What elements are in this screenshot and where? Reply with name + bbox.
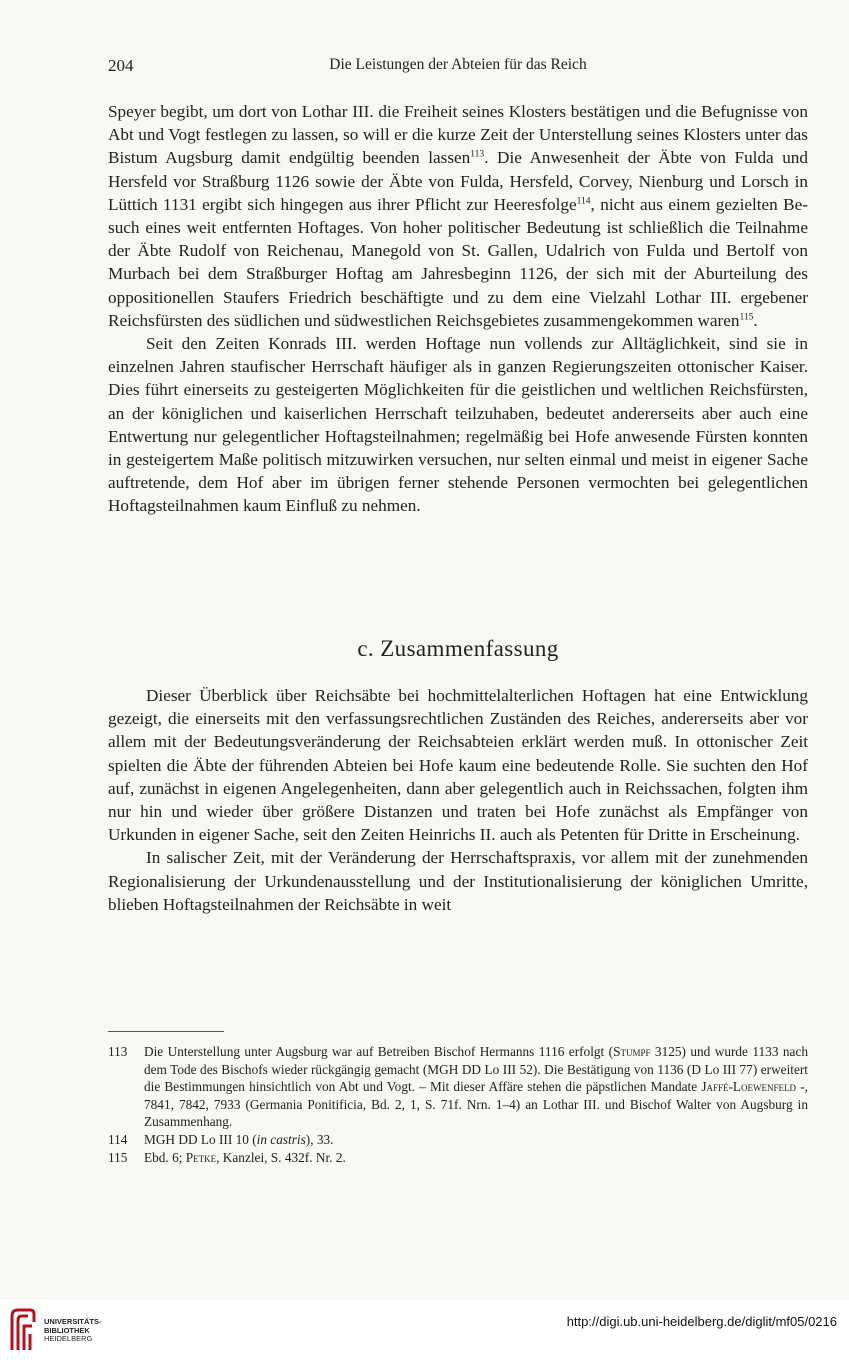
section-heading: c. Zusammenfassung [357,636,559,661]
paragraph: Dieser Überblick über Reichsäbte bei hochmittelalterlichen Hoftagen hat eine Entwicklung gezeigt, die einerseits mit den verfassungsrechtlichen Zuständen des Reiches, andererseits aber vor allem mit der Bedeutungsveränderung der Reichsabteien erklärt werden muß. In ottonischer Zeit spielten die Äbte der führenden Abteien bei Hofe kaum eine bedeutende Rolle. Sie suchten den Hof auf, zunächst in eigenen Angelegenheiten, dann aber gelegentlich auch in Reichssachen, folgten ihm nur hin und wieder über größere Distanzen und traten bei Hofe zunächst als Empfänger von Urkunden in eigener Sache, seit den Zeiten Heinrichs II. auch als Petenten für Dritte in Erscheinung. [108,686,808,845]
body-text-upper [108,100,808,518]
footnotes [108,1043,808,1166]
running-head: Die Leistungen der Abteien für das Reich [329,56,587,73]
footnote-115 [108,1149,808,1167]
footnote-113 [108,1043,808,1131]
page-header [108,56,808,80]
text-run: MGH DD Lo III 10 ( [144,1131,257,1147]
paragraph [108,100,808,332]
footnote-number: 114 [108,1131,128,1147]
library-name [44,1318,102,1344]
footnote-ref-114[interactable]: 114 [576,196,591,207]
text-run: , nicht aus einem gezielten Besuch eines weit entfernten Hoftages. Von hoher politischer Bedeutung ist schließlich die Teilnahme der Äbte Rudolf von Reichenau, Manegold von St. Gallen, Udalrich von Fulda und Bertolf von Murbach bei dem Straßburger Hoftag am Jahresbeginn 1126, der sich mit der Aburteilung des oppositionellen Staufers Friedrich beschäftigte und zu dem eine Vielzahl Lothar III. ergebener Reichsfürsten des südlichen und südwestlichen Reichsgebietes zusammengekommen waren [108,194,808,330]
footnote-114 [108,1131,808,1149]
source-url-link[interactable]: http://digi.ub.uni-heidelberg.de/diglit/mf05/0216 [566,1314,837,1329]
library-name-line: UNIVERSITÄTS- [44,1317,102,1326]
text-run: 3125) und wurde 1133 nach dem Tode des Bischofs wieder rückgängig gemacht (MGH DD Lo III 52). Die Bestätigung von 1136 (D Lo III 77) erweitert die Bestimmungen hinsichtlich von Abt und Vogt. – Mit dieser Affäre stehen die päpstlichen Mandate [144,1044,808,1095]
author-name: Jaffé-Loewenfeld [701,1079,797,1095]
body-text-lower [108,684,808,916]
text-run: , Kanzlei, S. 432f. Nr. 2. [216,1149,346,1165]
page-number: 204 [108,56,134,75]
author-name: Petke [185,1149,217,1165]
library-name-line: BIBLIOTHEK [44,1325,90,1335]
text-run: Die Unterstellung unter Augsburg war auf Betreiben Bischof Hermanns 1116 erfolgt ( [144,1044,614,1059]
footnote-ref-113[interactable]: 113 [470,149,485,160]
italic-text: in castris [256,1131,306,1147]
text-run: Speyer begibt, um dort von Lothar III. die Freiheit seines Klosters bestätigen und die Befugnisse von Abt und Vogt festlegen zu lassen, so will er die kurze Zeit der Unterstellung seines Klosters unter das Bistum Augsburg damit endgültig beenden lassen [108,102,808,168]
footnote-divider [108,1031,224,1032]
text-run: -, 7841, 7842, 7933 (Germania Ponitificia, Bd. 2, 1, S. 71f. Nrn. 1–4) an Lothar III. und Bischof Walter von Augsburg in Zusammenhang. [144,1079,808,1130]
text-run: Ebd. 6; [144,1149,186,1165]
library-logo-icon [8,1308,36,1352]
library-banner [0,1300,849,1365]
author-name: Stumpf [613,1044,651,1059]
text-run: . Die Anwesenheit der Äbte von Fulda und Hersfeld vor Straßburg 1126 sowie der Äbte von Fulda, Hersfeld, Corvey, Nienburg und Lorsch in Lüttich 1131 ergibt sich hingegen aus ihrer Pflicht zur Heeresfolge [108,148,808,214]
text-run: ), 33. [305,1131,334,1147]
paragraph: In salischer Zeit, mit der Veränderung der Herrschaftspraxis, vor allem mit der zunehmenden Regionalisierung der Urkundenausstellung und der Institutionalisierung der königlichen Umritte, blieben Hoftagsteilnahmen der Reichsäbte in weit [108,848,808,914]
footnote-ref-115[interactable]: 115 [739,312,754,323]
paragraph: Seit den Zeiten Konrads III. werden Hoftage nun vollends zur Alltäglichkeit, sind sie in einzelnen Jahren staufischer Herrschaft häufiger als in ganzen Regierungszeiten ottonischer Kaiser. Dies führt einerseits zu gesteigerten Möglichkeiten für die geistlichen und weltlichen Reichsfürsten, an der königlichen und kaiserlichen Herrschaft teilzuhaben, bedeutet andererseits aber auch eine Entwertung nur gelegentlicher Hoftagsteilnahmen; regelmäßig bei Hofe anwesende Fürsten konnten in gesteigertem Maße politisch mitzuwirken versuchen, nur selten einmal und meist in eigener Sache auftretende, dem Hof aber im übrigen ferner stehende Personen vermochten bei gelegentlichen Hoftagsteilnahmen kaum Einfluß zu nehmen. [108,334,808,516]
text-run: . [753,310,758,330]
footnote-number: 113 [108,1044,128,1059]
library-name-line: HEIDELBERG [44,1334,93,1343]
footnote-number: 115 [108,1149,128,1165]
